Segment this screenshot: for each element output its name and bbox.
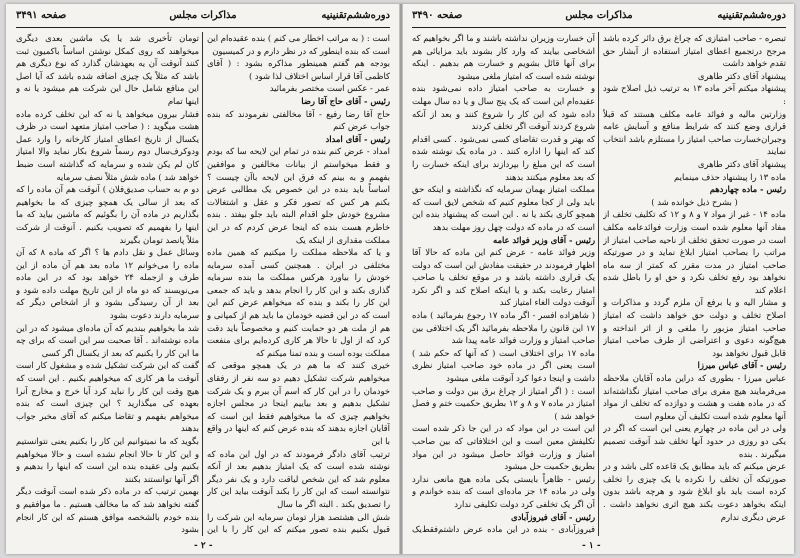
paragraph: بودجه هم گفتم همینطور مذاکره بشود : ( آقای کاظمی آقا قرار اساس اختلاف لذا شود )	[207, 58, 390, 81]
paragraph: پیشنهاد میکنم آخر ماده ۱۳ به ترتیب ذیل اصلاح شود :	[603, 83, 786, 106]
paragraph: ترتیب آقای دادگر فرمودند که در اول این ماده که نوشته شده است که یک امتیاز بدهیم بعد از آنکه معلوم شد که این شخص لیاقت دارد و یک نفر دیگر نتوانسته است که این کار را بکند آنوقت بیاید این کار را تصدیق بکند . البته اگر ما سال	[207, 448, 390, 509]
column-divider	[598, 32, 599, 536]
paragraph: دو م به حساب صدیق‌فلان ) آنوقت هم آن ماده را که که بعد از سالی یک همچو چیزی که ما بخواهیم بگذاریم در ماده آن را بگوئیم که ماشین بیاید که ما اینها را بفهمیم که تصویب بکنیم . آنوقت از شرکت مثلاً پانصد تومان بگیرند	[16, 184, 199, 245]
left-page-header	[16, 10, 390, 26]
paragraph: خیری کنند که ما هم در یک همچو موقعی که میخواهیم شرکت تشکیل دهیم دو سه نفر از رفقای خودمان را در این کار که اسم آن ببرم و یک شرکت تشکیل بدهیم و بعد بیاییم اینجا در مجلس اجازه بخواهیم چیزی که ما میخواهیم فقط این است که آقایان اجازه بدهند که بنده عرض کنم که اینها در واقع با این	[207, 360, 390, 446]
page-number-header: صفحه ۳۴۹۰	[412, 10, 463, 21]
text-column-left	[412, 32, 595, 536]
paragraph: شش الی هشتصد هزار تومان سرمایه این شرکت را قبول بکنیم بنده تصور میکنم که این کار را با این	[207, 511, 390, 535]
paragraph: است : ( اگر امتیاز از چراغ برق بین دولت و صاحب امتیاز در ماده ۷ و ۸ و ۱۲ بطریق حکمیت ختم و فصل خواهد شد )	[412, 385, 595, 421]
speaker-line: رئیس - آقای عباس میرزا	[697, 360, 786, 371]
speaker-line: رئیس - آقای امداد	[325, 133, 390, 144]
paragraph: پیشنهاد آقای دکتر طاهری	[697, 158, 786, 169]
left-page-columns	[16, 32, 390, 536]
right-page-header	[412, 10, 786, 26]
paragraph: این است در این مواد که در این جا ذکر شده است تکلیفش معین است و این اختلافاتی که بین صاحب امتیاز و وزارت فوائد حاصل میشود در این مواد بطریق حکمیت حل میشود	[412, 423, 595, 472]
paragraph: تومان تأخیری شد یا یک ماشین بعدی دیگری میخواهند که روی کمکل نوشتن اساساً باکمیون ثبت کنند آنوقت آن یه بعهدشان گذارد که نوع دیگری هم باشد که مثلاً یک چیزی اضافه شده باشد که آیا اصل این منافع شامل حال این شرکت هم میشود یا نه و اینها تمام	[16, 33, 199, 106]
paragraph: عمر - عکس است مختصر بفرمائید	[269, 83, 390, 94]
paragraph: رئیس - ظاهراً بایستی یکی ماده هیچ مانعی ندارد ولی در ماده ۱۴ جز ماده‌ای است که بنده خواندم و آن اگر یک تخلفی کرد دولت تکلیفی ندارد	[412, 473, 595, 509]
paragraph: پیشنهاد آقای دکتر طاهری	[697, 70, 786, 81]
book-gutter	[399, 4, 403, 554]
paragraph: آن خسارت وزیران نداشته باشند و ما اگر بخواهیم که اشخاصی بیایند که وارد کار بشوند باید مزایائی هم برای آنها قائل بشویم و خسارت هم بدهیم . اینکه نوشته شده است که امتیاز ملغی میشود	[412, 33, 595, 81]
speaker-line: رئیس - آقای حاج آقا رضا	[301, 95, 390, 106]
text-column-right	[207, 32, 390, 536]
paragraph: فیروزآبادی - بنده در این ماده عرض داشتم‌فقط‌یک	[412, 524, 595, 535]
book-spread	[6, 4, 794, 554]
page-number-header: صفحه ۳۴۹۱	[16, 10, 67, 21]
paragraph: ماده ۱۳ را پیشنهاد حذف مینمایم	[674, 171, 786, 182]
paragraph: تبصره - صاحب امتیازی که چراغ برق دائر کرده باشد مرجح درتجمیع اعطای امتیاز استفاده از آبشار حق تقدم خواهد داشت	[603, 33, 786, 69]
paragraph: مملکت امتیاز بهمان سرمایه که نگذاشته و اینکه حق باید ولی از کجا معلوم کنیم که شخص لایق است که همچو کاری بکند یا نه . این است که پیشنهاد بنده این است که در ماده که دولت چهل روز مهلت بدهد	[412, 184, 595, 232]
page-footer-number: - ۱ -	[582, 541, 601, 551]
paragraph: ( شاهزاده افسر - اگر ماده ۱۷ رجوع بفرمائید ) ماده ۱۷ این قانون را ملاحظه بفرمائید اگر یک اختلافی بین صاحب امتیاز و وزارت فوائد عامه پیدا شد	[412, 310, 595, 346]
speaker-line: رئیس - آقای فیروزآبادی	[511, 511, 595, 522]
paragraph: شد ما بخواهیم ببندیم که آن ماده‌ای میشود که در این ماده نوشته‌اند . آقا صحبت سر این است که برای چه ما این کار را بکنیم که بعد از یکسال اگر کسی	[16, 322, 199, 358]
paragraph: گفت که این شرکت تشکیل شده و مشغول کار است آنوقت ما هر کاری که میخواهیم بکنیم . این است که هیچ وقت این کار را نباید کرد آیا خرج و مخارج آنرا بعهده کی میگذارید ؟ این چیزی است که بنده میخواهم بفهمم و تقاضا میکنم که آقای مخبر جواب بدهند	[16, 360, 199, 434]
page-footer-number: - ۲ -	[194, 541, 213, 551]
paragraph: وزیر فوائد عامه - عرض کنم این ماده که حالا آقا اظهار فرمودند در حقیقت مفادش این است که دولت یک قراری داشته باشد و در موقع تخلف یا صاحب امتیاز رعایت بکند و یا اینکه اصلاح کند و اگر نکرد آنوقت دولت الغاء امتیاز کند	[412, 247, 595, 308]
publication-title: مذاکرات مجلس	[565, 10, 633, 21]
paragraph: بهمین ترتیب که در ماده ذکر شده است آنوقت دیگر گفته نخواهد شد که ما مخالف هستیم . ما موافقیم و بنده خودم بالشخصه موافق هستم که این کار انجام بشود	[16, 486, 199, 535]
text-column-left	[16, 32, 199, 536]
paragraph: و یا که ملاحظه مملکت را میکنیم که همین ماده مختلفی در ایران . همچنین کسی آمده سرمایه خودش را بیاورد هرکس مملکت ما بنده سرمایه گذاری بکند و این کار را انجام بدهد و باید که جمعی این کار را بکند و بنده که میخواهم عرض کنم این است که در این قضیه خودمان ما باید هم از کمپانی و هم از ملت هر دو حمایت کنیم و مخصوصاً باید دقت کرد که از اول تا حالا هر کاری کرده‌ایم برای منفعت مملکت بوده است و بنده تمنا میکنم که	[207, 247, 390, 358]
speaker-line: رئیس - آقای وزیر فوائد عامه	[492, 234, 595, 245]
session-title: دوره‌ششم‌تقنینیه	[321, 10, 390, 21]
paragraph: ولی در این ماده در چهارم یعنی این است که اگر در یکی دو روزی در حدود آنها تخلف شد آنوقت تصمیم میگیرند . بنده	[603, 423, 786, 459]
paragraph: حاج آقا رضا رفیع - آقا مخالفتی نفرمودند که بنده جواب عرض کنم	[207, 108, 390, 132]
paragraph: ( بشرح ذیل خوانده شد )	[651, 196, 738, 207]
paragraph: است : ( به مراتب اخطار می کنم ) بنده عقیده‌ام این است که بنده اینطور که در نظر دارم و در کمیسیون	[207, 33, 390, 56]
header-rule	[16, 27, 390, 28]
paragraph: ماده ۱۷ برای اختلاف است ( که آنها که حکم شد ) است یعنی اگر در ماده خود صاحب امتیاز نظری داشت و اینجا دعوا کرد آنوقت ملغی میشود	[412, 347, 595, 384]
paragraph: فشار بیرون میخواهد یا نه که این تخلف کرده ماده هشت میگوید : ( صاحب امتیاز متعهد است در ظرف یکسال از تاریخ اعطای امتیاز کارخانه را وارد عمل ودوکرف‌سال دوم رسماً شروع بکار نماید والا امتیاز کان لم یکن شده و سرمایه که گذاشته است ضبط خواهد شد ) ماده شش مثلاً نصف سرمایه	[16, 108, 199, 182]
right-page	[404, 4, 794, 554]
paragraph: و مشار الیه و یا برفع آن ملزم گردد و مذاکرات و اصلاح تخلف و دولت حق خواهد داشت که امتیاز صاحب امتیاز مزبور را ملغی و از اثر انداخته و هیچ‌گونه دعوی و اعتراضی از طرف صاحب امتیاز قابل قبول نخواهد بود	[603, 297, 786, 358]
paragraph: بگوید که ما نمیتوانیم این کار را بکنیم یعنی نتوانستیم و این کار تا حالا انجام نشده است و حالا میخواهیم بکنیم ولی عقیده بنده این است که اینها را بدهیم و اگر آنها توانستند بکنند	[16, 436, 199, 484]
column-divider	[202, 32, 203, 536]
paragraph: عرض میکنم که باید مطابق یک قاعده کلی باشد و در صورتیکه آن تخلف را نکرده یا یک چیزی را تخلف کرده است باید باو ابلاغ شود و هرچه باشد بدون اینکه بخواهد دعوت بکند هیچ اثری نخواهد داشت . عرض دیگری ندارم	[603, 461, 786, 522]
publication-title: مذاکرات مجلس	[169, 10, 237, 21]
paragraph: وزارتین مالیه و فوائد عامه مکلف هستند که قبلاً قراری وضع کنند که شرایط منافع و آسایش عامه وجبران‌خسارت صاحب امتیاز را مستلزم باشد انتخاب نمایند	[603, 108, 786, 157]
text-column-right	[603, 32, 786, 536]
paragraph: عباس میرزا - بطوری که دراین ماده آقایان ملاحظه می‌فرمایند هیچ مفری برای صاحب امتیاز نگذاشته‌اند که در ماده هفت و هشت و دوازده که تخلف از مواد آنها معلوم شده است تکلیف آن معلوم است	[603, 373, 786, 421]
paragraph: وسائل عمل و نقل دادم ها ؟ اگر که ماده ۸ که آن ماده را می‌خوانم ۱۲ ماده بعد هم آن ماده از این طرف و ازجمله ۲۴ خواهد بود که در این ماده می‌نویسند که دو ماه از این تاریخ مهلت داده شود و بعد از آن رسیدگی بشود و از اشخاص دیگر که سرمایه دارند دعوت بشود	[16, 247, 199, 321]
paragraph: که بهتر و قدرت تقاضای کسی نمی‌شود . کسی اقدام کند که اینها را اداره کنند . در ماده یک نوشته شده است که این مبلغ را بپردازند برای اینکه خسارت را که بعد معلوم میکنند بدهند	[412, 133, 595, 182]
paragraph: امداد - عرض کنم بنده در تمام این لایحه سا که بودم و فقط میخواستم از بیانات مخالفین و موافقین بفهمم و به بینم که فرق این لایحه باآن چیست ؟ اساساً باید بنده در این خصوص یک مطالبی عرض بکنم هر کس که تصور فکر و عقل و اشتغالات مشروع خودش جلو اقدام البته باید جلو بیفتد . بنده خاطرم هست بنده که اینجا عرض کردم که در این مملکت مقداری از اینکه یک	[207, 146, 390, 245]
left-page	[8, 4, 398, 554]
right-page-columns	[412, 32, 786, 536]
speaker-line: رئیس - ماده چهاردهم	[709, 184, 786, 195]
paragraph: ماده ۱۴ - غیر از مواد ۷ و ۸ و ۱۲ که تکلیف تخلف از مفاد آنها معلوم شده است وزارت فوائدعامه مکلف است در صورت تحقق تخلف از ناحیه صاحب امتیاز از مراتب را بصاحب امتیاز ابلاغ نماید و در صورتیکه صاحب امتیاز در مدت مقرر که کمتر از سه ماه نخواهد بود رفع تخلف نکرد و حق او را باطل شده اعلام کند	[603, 209, 786, 295]
header-rule	[412, 27, 786, 28]
paragraph: و خسارت به صاحب امتیاز داده نمی‌شود بنده عقیده‌ام این است که یک پنج سال و یا ده سال مهلت داده شود که این کار را شروع کنند و بعد از آنکه شروع کردند آنوقت اگر تخلف کردند	[412, 83, 595, 132]
session-title: دوره‌ششم‌تقنینیه	[717, 10, 786, 21]
